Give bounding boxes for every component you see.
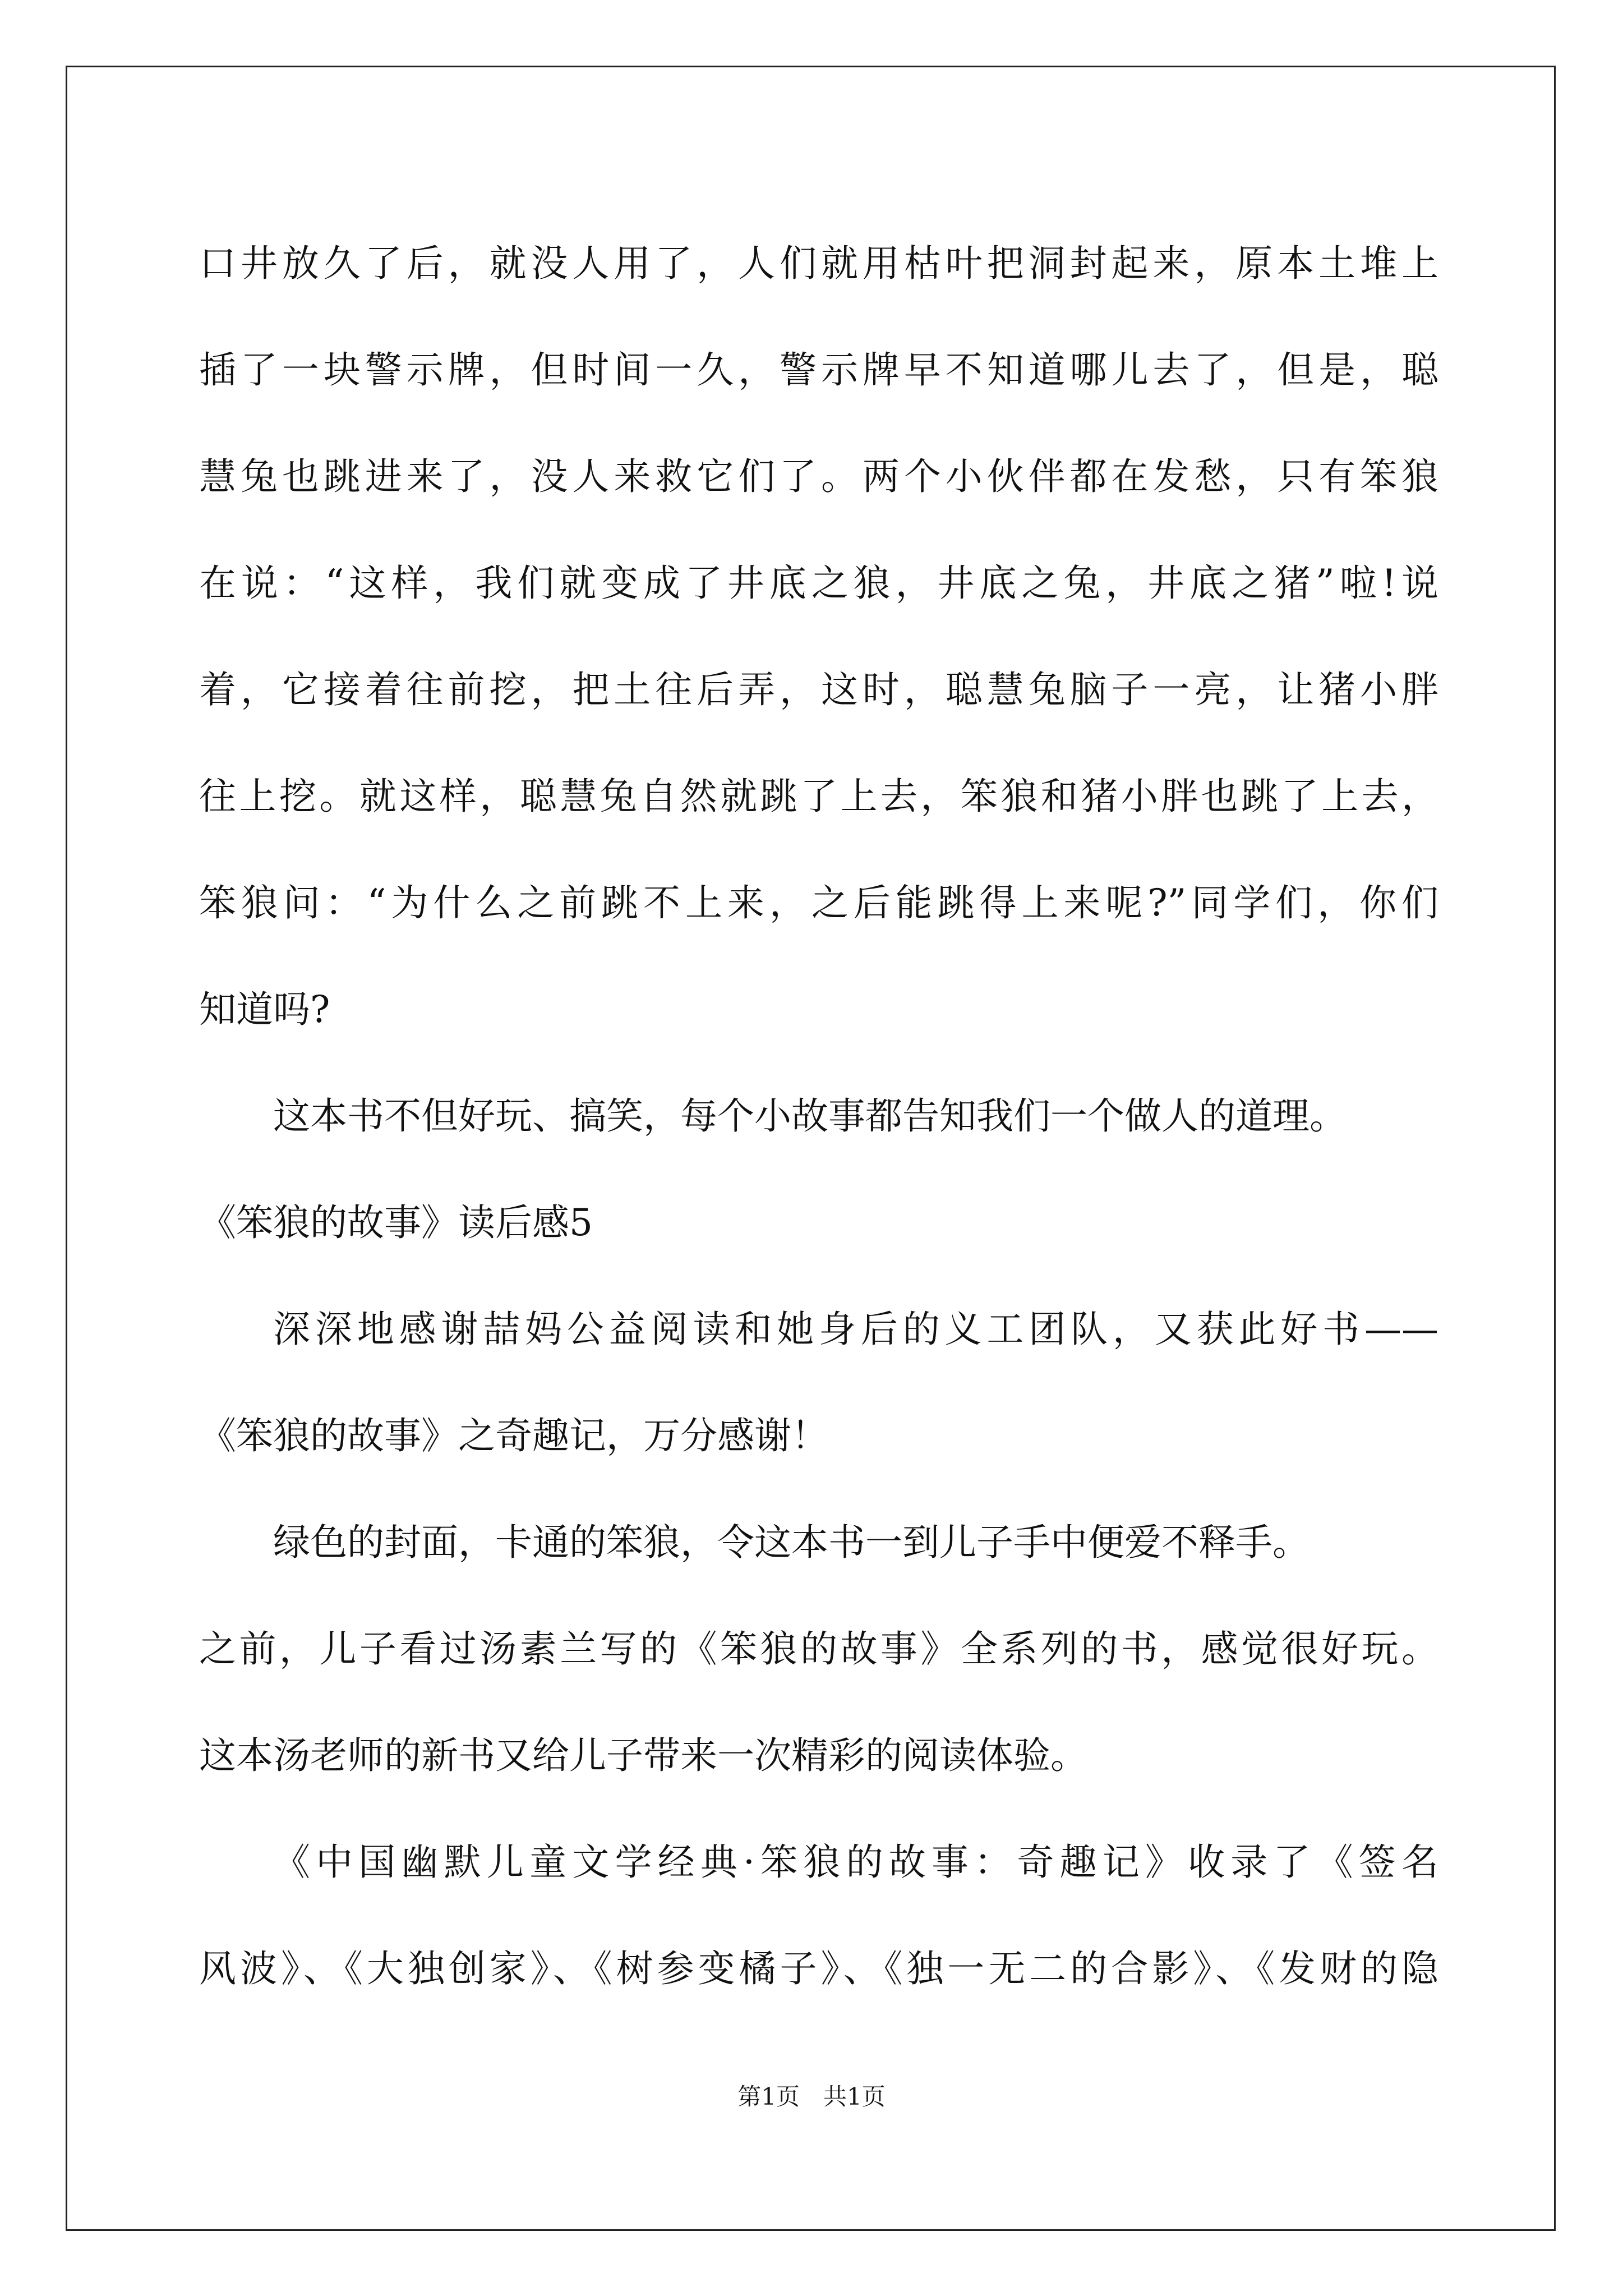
text-line: 插了一块警示牌，但时间一久，警示牌早不知道哪儿去了，但是，聪 bbox=[199, 348, 1438, 392]
text-line: 《中国幽默儿童文学经典·笨狼的故事：奇趣记》收录了《签名 bbox=[273, 1841, 1438, 1884]
document-body bbox=[199, 210, 1438, 2022]
text-line: 《笨狼的故事》之奇趣记，万分感谢！ bbox=[199, 1414, 828, 1457]
text-line: 知道吗? bbox=[199, 988, 330, 1031]
text-line: 风波》、《大独创家》、《树参变橘子》、《独一无二的合影》、《发财的隐 bbox=[199, 1947, 1438, 1990]
page-footer: 第1页 共1页 bbox=[737, 2083, 886, 2110]
text-line: 笨狼问：“为什么之前跳不上来，之后能跳得上来呢?”同学们，你们 bbox=[199, 881, 1438, 924]
text-line: 往上挖。就这样，聪慧兔自然就跳了上去，笨狼和猪小胖也跳了上去， bbox=[199, 775, 1438, 818]
text-line: 慧兔也跳进来了，没人来救它们了。两个小伙伴都在发愁，只有笨狼 bbox=[199, 455, 1438, 498]
text-line: 着，它接着往前挖，把土往后弄，这时，聪慧兔脑子一亮，让猪小胖 bbox=[199, 668, 1438, 711]
text-line: 这本汤老师的新书又给儿子带来一次精彩的阅读体验。 bbox=[199, 1734, 1087, 1777]
text-line: 深深地感谢喆妈公益阅读和她身后的义工团队，又获此好书—— bbox=[273, 1308, 1438, 1351]
text-line: 之前，儿子看过汤素兰写的《笨狼的故事》全系列的书，感觉很好玩。 bbox=[199, 1627, 1438, 1671]
text-line: 口井放久了后，就没人用了，人们就用枯叶把洞封起来，原本土堆上 bbox=[199, 242, 1438, 285]
text-line: 这本书不但好玩、搞笑，每个小故事都告知我们一个做人的道理。 bbox=[273, 1094, 1347, 1138]
section-heading: 《笨狼的故事》读后感5 bbox=[199, 1201, 593, 1244]
text-line: 在说：“这样，我们就变成了井底之狼，井底之兔，井底之猪”啦!说 bbox=[199, 562, 1438, 605]
text-line: 绿色的封面，卡通的笨狼，令这本书一到儿子手中便爱不释手。 bbox=[273, 1521, 1310, 1564]
